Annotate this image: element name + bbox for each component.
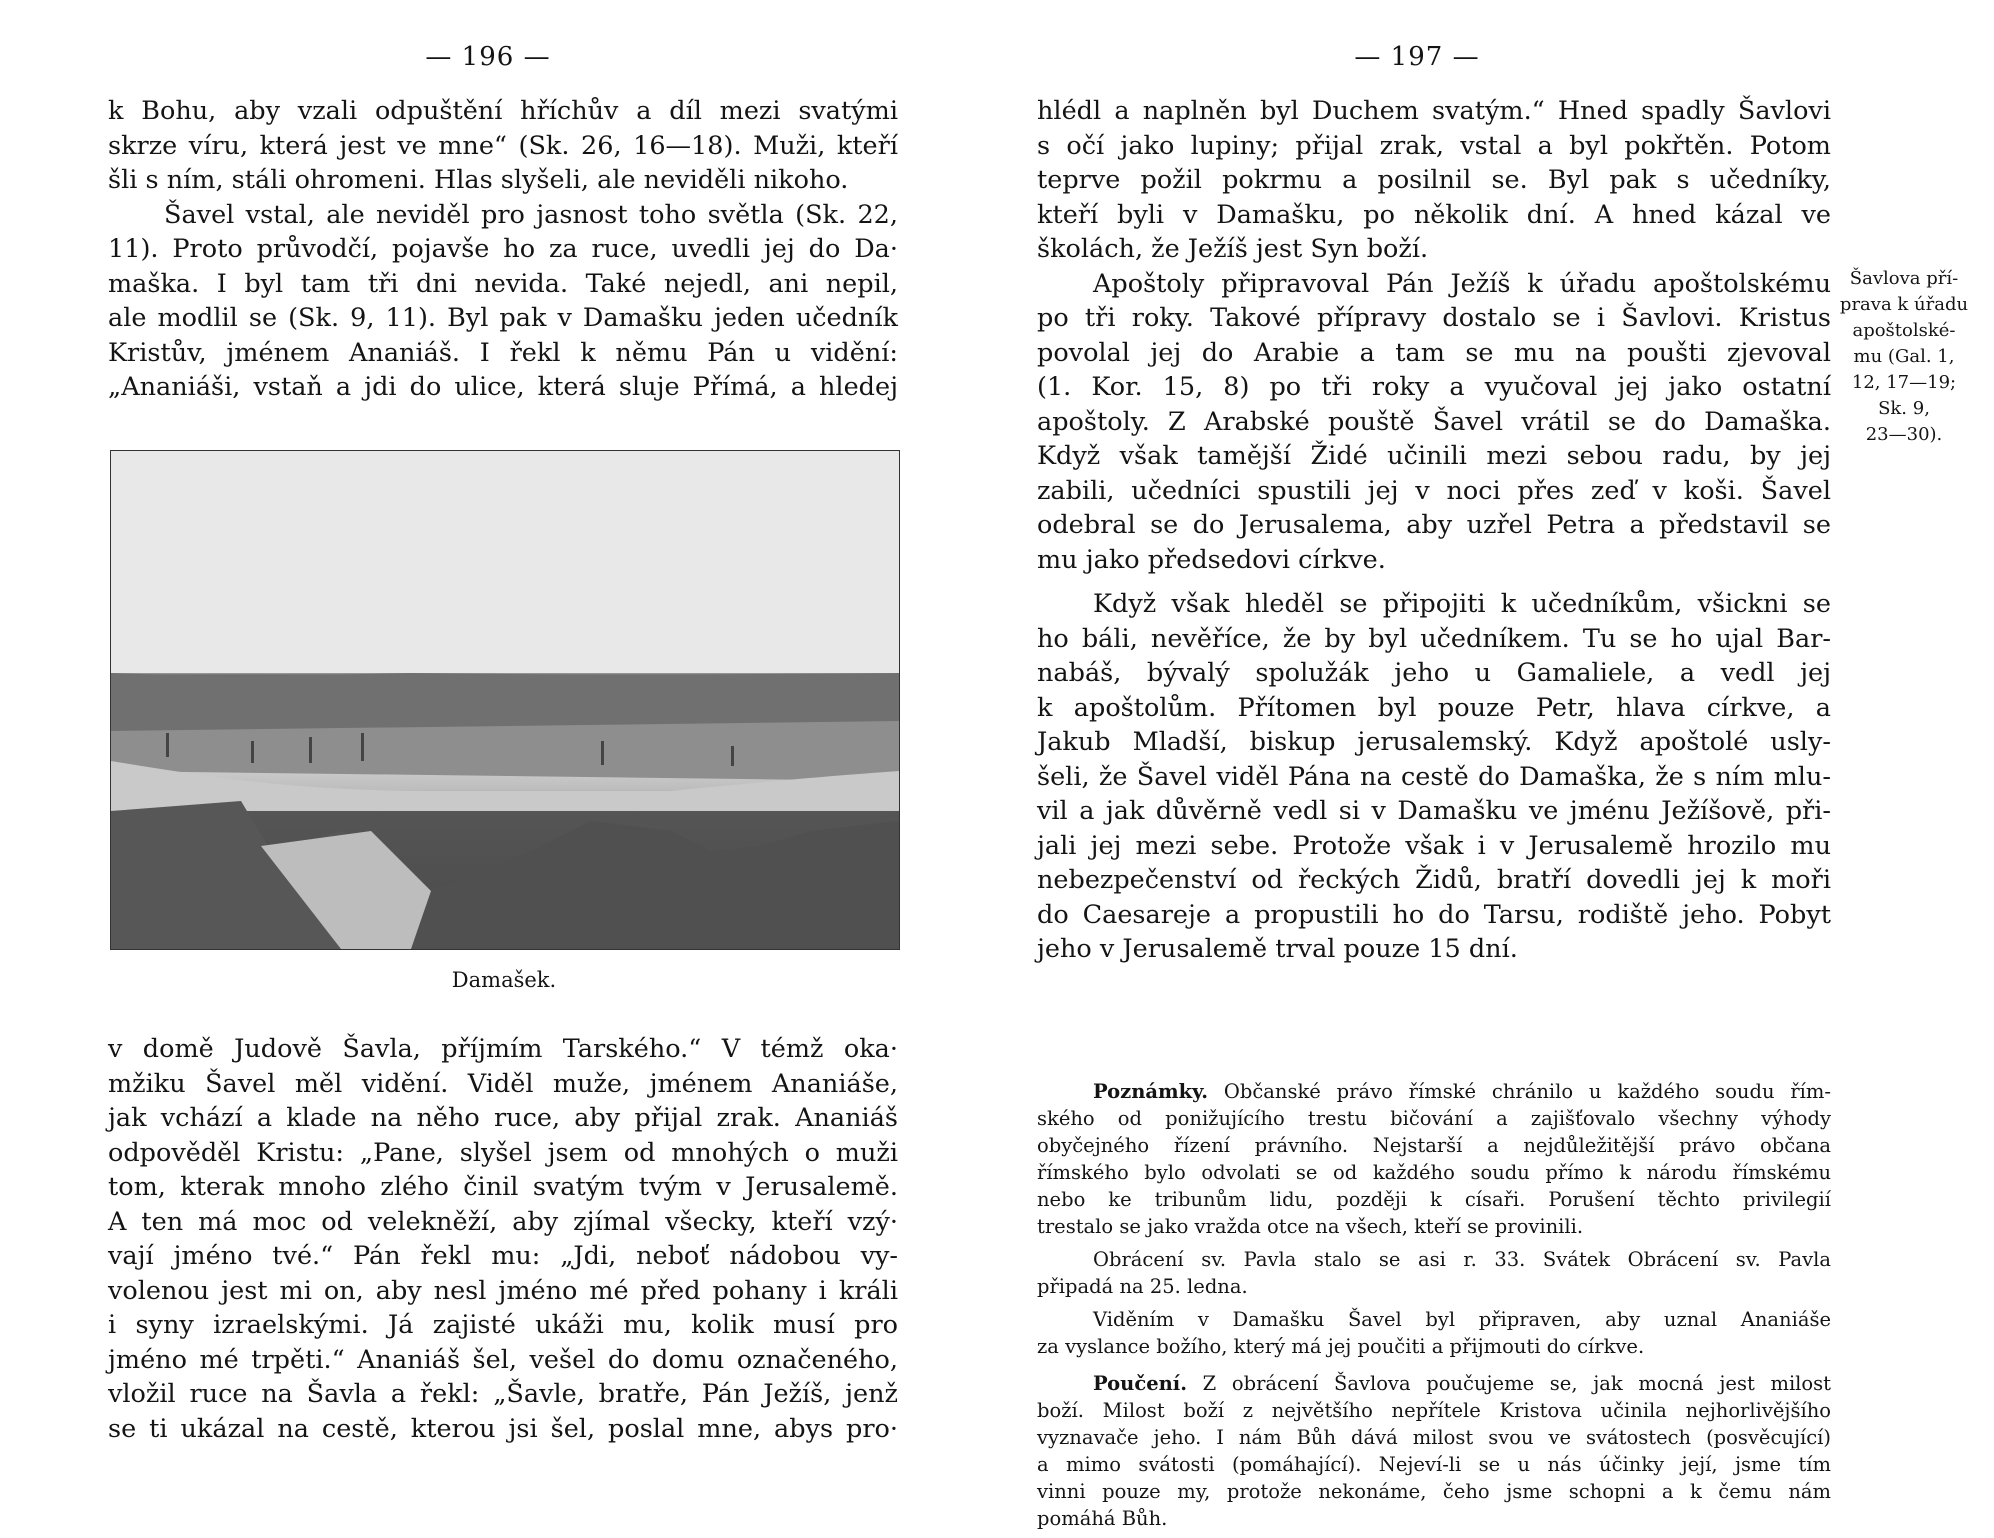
text-line: Apoštoly připravoval Pán Ježíš k úřadu apoštolskému bbox=[1093, 268, 1831, 299]
text-line: šli s ním, stáli ohromeni. Hlas slyšeli, ale neviděli nikoho. bbox=[108, 165, 849, 195]
page-number: — 197 — bbox=[1354, 42, 1480, 72]
margin-note bbox=[1839, 266, 1969, 448]
text-line: i syny izraelskými. Já zajisté ukáži mu, kolik musí pro bbox=[108, 1310, 898, 1340]
text-line: tom, kterak mnoho zlého činil svatým tvým v Jerusalemě. bbox=[108, 1172, 898, 1202]
text-line: kteří byli v Damašku, po několik dní. A hned kázal ve bbox=[1037, 199, 1831, 230]
margin-note-line: Sk. 9, bbox=[1878, 398, 1930, 419]
text-line: ho báli, nevěříce, že by byl učedníkem. Tu se ho ujal Bar- bbox=[1037, 623, 1831, 654]
landscape-engraving-icon bbox=[111, 451, 899, 949]
text-line: vyznavače jeho. I nám Bůh dává milost svou ve svátostech (posvěcující) bbox=[1037, 1426, 1831, 1449]
text-line: vají jméno tvé.“ Pán řekl mu: „Jdi, neboť nádobou vy- bbox=[108, 1241, 898, 1271]
margin-note-line: prava k úřadu bbox=[1839, 294, 1969, 315]
text-line: apoštoly. Z Arabské pouště Šavel vrátil se do Damaška. bbox=[1037, 406, 1831, 437]
text-line: školách, že Ježíš jest Syn boží. bbox=[1037, 234, 1429, 264]
text-line: pomáhá Bůh. bbox=[1037, 1507, 1168, 1530]
text-line: za vyslance božího, který má jej poučiti a přijmouti do církve. bbox=[1037, 1335, 1645, 1358]
notes-section bbox=[1037, 1078, 1831, 1538]
text-line: nabáš, bývalý spolužák jeho u Gamaliele, a vedl jej bbox=[1037, 658, 1831, 688]
text-line: nebezpečenství od řeckých Židů, bratří dovedli jej k moři bbox=[1037, 865, 1831, 895]
text-line: k apoštolům. Přítomen byl pouze Petr, hlava církve, a bbox=[1037, 692, 1831, 723]
margin-note-line: apoštolské- bbox=[1852, 320, 1956, 341]
text-line: A ten má moc od velekněží, aby zjímal všecky, kteří vzý· bbox=[108, 1206, 898, 1237]
text-line: Jakub Mladší, biskup jerusalemský. Když apoštolé usly- bbox=[1037, 727, 1831, 757]
notes-paragraph bbox=[1037, 1306, 1831, 1360]
right-page bbox=[997, 0, 1994, 1530]
text-line: Šavel vstal, ale neviděl pro jasnost toho světla (Sk. 22, bbox=[164, 199, 898, 230]
left-page bbox=[0, 0, 997, 1500]
text-line: připadá na 25. ledna. bbox=[1037, 1275, 1248, 1298]
text-line: obyčejného řízení právního. Nejstarší a nejdůležitější právo občana bbox=[1037, 1134, 1831, 1157]
paragraph bbox=[108, 1032, 898, 1446]
text-line: Z obrácení Šavlova poučujeme se, jak mocná jest milost bbox=[1186, 1372, 1831, 1395]
paragraph bbox=[108, 94, 898, 405]
paragraph bbox=[1037, 94, 1831, 967]
margin-note-line: 23—30). bbox=[1865, 424, 1943, 445]
margin-note-line: 12, 17—19; bbox=[1851, 372, 1957, 393]
page-number: — 196 — bbox=[425, 42, 551, 72]
text-line: Kristův, jménem Ananiáš. I řekl k němu Pán u vidění: bbox=[108, 337, 898, 368]
text-line: 11). Proto průvodčí, pojavše ho za ruce, uvedli jej do Da· bbox=[108, 234, 898, 264]
text-line: volenou jest mi on, aby nesl jméno mé před pohany i králi bbox=[108, 1275, 898, 1306]
text-line: po tři roky. Takové přípravy dostalo se i Šavlovi. Kristus bbox=[1037, 303, 1831, 333]
text-line: Občanské právo římské chránilo u každého soudu řím- bbox=[1208, 1080, 1831, 1103]
text-line: Obrácení sv. Pavla stalo se asi r. 33. Svátek Obrácení sv. Pavla bbox=[1093, 1248, 1831, 1271]
text-line: (1. Kor. 15, 8) po tři roky a vyučoval jej jako ostatní bbox=[1037, 372, 1831, 402]
text-line: skrze víru, která jest ve mne“ (Sk. 26, 16—18). Muži, kteří bbox=[108, 130, 898, 161]
text-line: římského bylo odvolati se od každého soudu přímo k národu římskému bbox=[1037, 1161, 1831, 1184]
text-line: jali jej mezi sebe. Protože však i v Jerusalemě hrozilo mu bbox=[1037, 830, 1831, 861]
text-line: vinni pouze my, protože nekonáme, čeho jsme schopni a k čemu nám bbox=[1037, 1480, 1831, 1503]
figure-caption: Damašek. bbox=[451, 968, 557, 992]
text-line: ale modlil se (Sk. 9, 11). Byl pak v Damašku jeden učedník bbox=[108, 303, 898, 333]
notes-heading: Poznámky. bbox=[1093, 1080, 1209, 1103]
damascus-illustration bbox=[110, 450, 900, 950]
text-line: jméno mé trpěti.“ Ananiáš šel, vešel do domu označeného, bbox=[108, 1344, 898, 1375]
text-line: do Caesareje a propustili ho do Tarsu, rodiště jeho. Pobyt bbox=[1037, 899, 1831, 930]
text-line: maška. I byl tam tři dni nevida. Také nejedl, ani nepil, bbox=[108, 268, 898, 299]
text-line: v domě Judově Šavla, příjmím Tarského.“ V témž oka· bbox=[108, 1034, 898, 1064]
text-line: teprve požil pokrmu a posilnil se. Byl pak s učedníky, bbox=[1037, 165, 1831, 195]
text-line: povolal jej do Arabie a tam se mu na poušti zjevoval bbox=[1037, 337, 1831, 368]
text-line: jeho v Jerusalemě trval pouze 15 dní. bbox=[1037, 934, 1518, 964]
text-line: šeli, že Šavel viděl Pána na cestě do Damaška, že s ním mlu- bbox=[1037, 761, 1831, 792]
text-line: vložil ruce na Šavla a řekl: „Šavle, bratře, Pán Ježíš, jenž bbox=[108, 1379, 898, 1409]
text-line: „Ananiáši, vstaň a jdi do ulice, která sluje Přímá, a hledej bbox=[108, 372, 898, 402]
text-line: s očí jako lupiny; přijal zrak, vstal a byl pokřtěn. Potom bbox=[1037, 130, 1831, 161]
text-line: Viděním v Damašku Šavel byl připraven, aby uznal Ananiáše bbox=[1093, 1308, 1831, 1331]
text-line: mžiku Šavel měl vidění. Viděl muže, jménem Ananiáše, bbox=[108, 1068, 898, 1099]
text-line: jak vchází a klade na něho ruce, aby přijal zrak. Ananiáš bbox=[108, 1103, 898, 1133]
notes-paragraph bbox=[1037, 1246, 1831, 1300]
text-line: ského od ponižujícího trestu bičování a zajišťovalo všechny výhody bbox=[1037, 1107, 1831, 1130]
text-line: Když však tamější Židé učinili mezi sebou radu, by jej bbox=[1037, 441, 1831, 471]
margin-note-line: Šavlova pří- bbox=[1849, 268, 1959, 289]
text-line: nebo ke tribunům lidu, později k císaři. Porušení těchto privilegií bbox=[1037, 1188, 1831, 1211]
lesson-heading: Poučení. bbox=[1093, 1372, 1187, 1395]
text-line: Když však hleděl se připojiti k učedníkům, všickni se bbox=[1093, 589, 1831, 619]
text-line: a mimo svátosti (pomáhající). Nejeví-li se u nás účinky její, jsme tím bbox=[1037, 1453, 1831, 1476]
lesson-paragraph bbox=[1037, 1370, 1831, 1532]
text-line: hlédl a naplněn byl Duchem svatým.“ Hned spadly Šavlovi bbox=[1037, 96, 1831, 126]
text-line: trestalo se jako vražda otce na všech, kteří se provinili. bbox=[1037, 1215, 1584, 1238]
notes-paragraph bbox=[1037, 1078, 1831, 1240]
text-line: mu jako předsedovi církve. bbox=[1037, 544, 1386, 575]
text-line: se ti ukázal na cestě, kterou jsi šel, poslal mne, abys pro· bbox=[108, 1413, 898, 1444]
text-line: boží. Milost boží z největšího nepřítele Kristova učinila nejhorlivějšího bbox=[1037, 1399, 1831, 1422]
text-line: odebral se do Jerusalema, aby uzřel Petra a představil se bbox=[1037, 510, 1831, 540]
margin-note-line: mu (Gal. 1, bbox=[1853, 346, 1955, 367]
text-line: vil a jak důvěrně vedl si v Damašku ve jménu Ježíšově, při- bbox=[1037, 796, 1831, 826]
text-line: zabili, učedníci spustili jej v noci přes zeď v koši. Šavel bbox=[1037, 475, 1831, 506]
text-line: k Bohu, aby vzali odpuštění hříchův a díl mezi svatými bbox=[108, 96, 898, 126]
text-line: odpověděl Kristu: „Pane, slyšel jsem od mnohých o muži bbox=[108, 1137, 898, 1168]
